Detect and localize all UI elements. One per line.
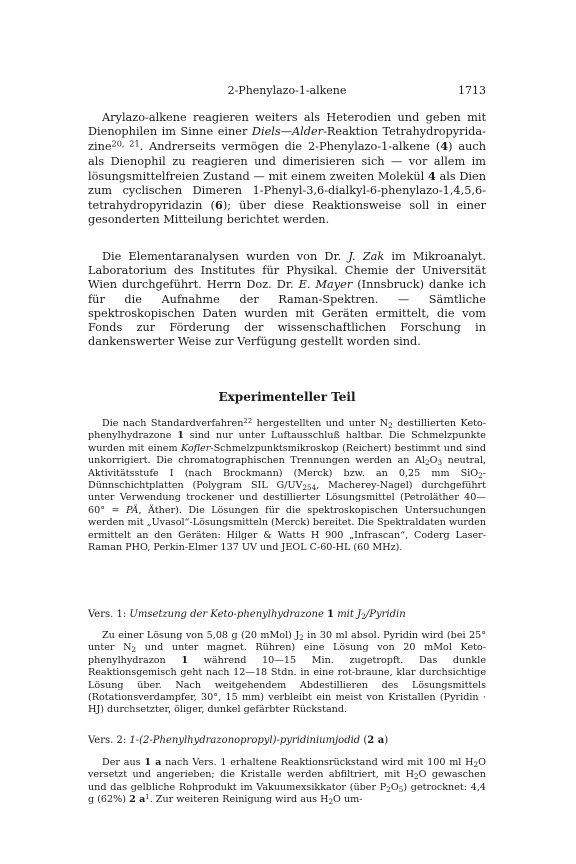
running-title: 2-Phenylazo-1-alkene [227, 84, 347, 97]
section-heading: Experimenteller Teil [218, 390, 356, 404]
acknowledgement-paragraph: Die Elementaranalysen wurden von Dr. J. Zak im Mikroanalyt. Laboratorium des Institutes für Physikal. Chemie der Universität Wien durchgeführt. Herrn Doz. Dr. E. Mayer (Innsbruck) danke ich für die Aufnahme der Raman-Spektren. — Sämtliche spektroskopischen Daten wurden mit Geräten ermittelt, die vom Fonds zur Förderung der wissenschaftlichen Forschung in dankenswerter Weise zur Verfügung gestellt worden sind. [88, 250, 487, 349]
experiment-1-heading: Vers. 1: Umsetzung der Keto-phenylhydrazone 1 mit $J_2$/Pyridin [88, 609, 406, 621]
intro-paragraph-dienophile: Arylazo-alkene reagieren weiters als Heterodien und geben mit Dienophilen im Sinne einer Diels—Alder-Reaktion Tetrahydropyridazine$^{20, 21}$. Andrerseits vermögen die 2-Phenylazo-1-alkene (4) auch als Dienophil zu reagieren und dimerisieren sich — vor allem im lösungsmittelfreien Zustand — mit einem zweiten Molekül 4 als Dien zum cyclischen Dimeren 1-Phenyl-3,6-dialkyl-6-phenylazo-1,4,5,6-tetrahydropyridazin (6); über diese Reaktionsweise soll in einer gesonderten Mitteilung berichtet werden. [88, 111, 487, 227]
experiment-2-paragraph: Der aus 1 a nach Vers. 1 erhaltene Reaktionsrückstand wird mit 100 ml $H_2O$ versetzt und angerieben; die Kristalle werden abfiltriert, mit $H_2O$ gewaschen und das gelbliche Rohprodukt im Vakuumexsikkator (über $P_2O_5$) getrocknet: 4,4 g (62%) 2 $a^1$. Zur weiteren Reinigung wird aus $H_2O$ um- [88, 757, 486, 807]
citation-ref: 20, 21 [111, 138, 140, 149]
experiment-1-paragraph: Zu einer Lösung von 5,08 g (20 mMol) $J_2$ in 30 ml absol. Pyridin wird (bei 25° unter $N_2$ und unter magnet. Rühren) eine Lösung von 20 mMol Keto-phenylhydrazon 1 während 10—15 Min. zugetropft. Das dunkle Reaktionsgemisch geht nach 12—18 Stdn. in eine rot-braune, klar durchsichtige Lösung über. Nach weitgehendem Abdestillieren des Lösungsmittels (Rotationsverdampfer, 30°, 15 mm) verbleibt ein meist von Kristallen (Pyridin · HJ) durchsetzter, öliger, dunkel gefärbter Rückstand. [88, 630, 487, 716]
methods-paragraph: Die nach Standardverfahren$^{22}$ hergestellten und unter $N_2$ destillierten Keto-phenylhydrazone 1 sind nur unter Luftausschluß haltbar. Die Schmelzpunkte wurden mit einem Kofler-Schmelzpunktsmikroskop (Reichert) bestimmt und sind unkorrigiert. Die chromatographischen Trennungen werden an $Al_2O_3$ neutral, Aktivitätsstufe I (nach Brockmann) (Merck) bzw. an 0,25 mm SiO$_2$-Dünnschichtplatten (Polygram SIL $G/UV_{254}$, Macherey-Nagel) durchgeführt unter Verwendung trockener und destillierter Lösungsmittel (Petroläther 40—60° = PÄ, Äther). Die Lösungen für die spektroskopischen Untersuchungen werden mit „Uvasol“-Lösungsmitteln (Merck) bereitet. Die Spektraldaten wurden ermittelt an den Geräten: Hilger & Watts H 900 „Infrascan“, Coderg Laser-Raman PHO, Perkin-Elmer 137 UV und JEOL C-60-HL (60 MHz). [88, 416, 487, 554]
footnote-ref: 1 [145, 793, 150, 802]
page-number: 1713 [458, 84, 486, 97]
running-header [88, 84, 486, 100]
citation-ref: 22 [243, 416, 253, 425]
experiment-2-heading: Vers. 2: 1-(2-Phenylhydrazonopropyl)-pyridiniumjodid (2 a) [88, 735, 389, 746]
